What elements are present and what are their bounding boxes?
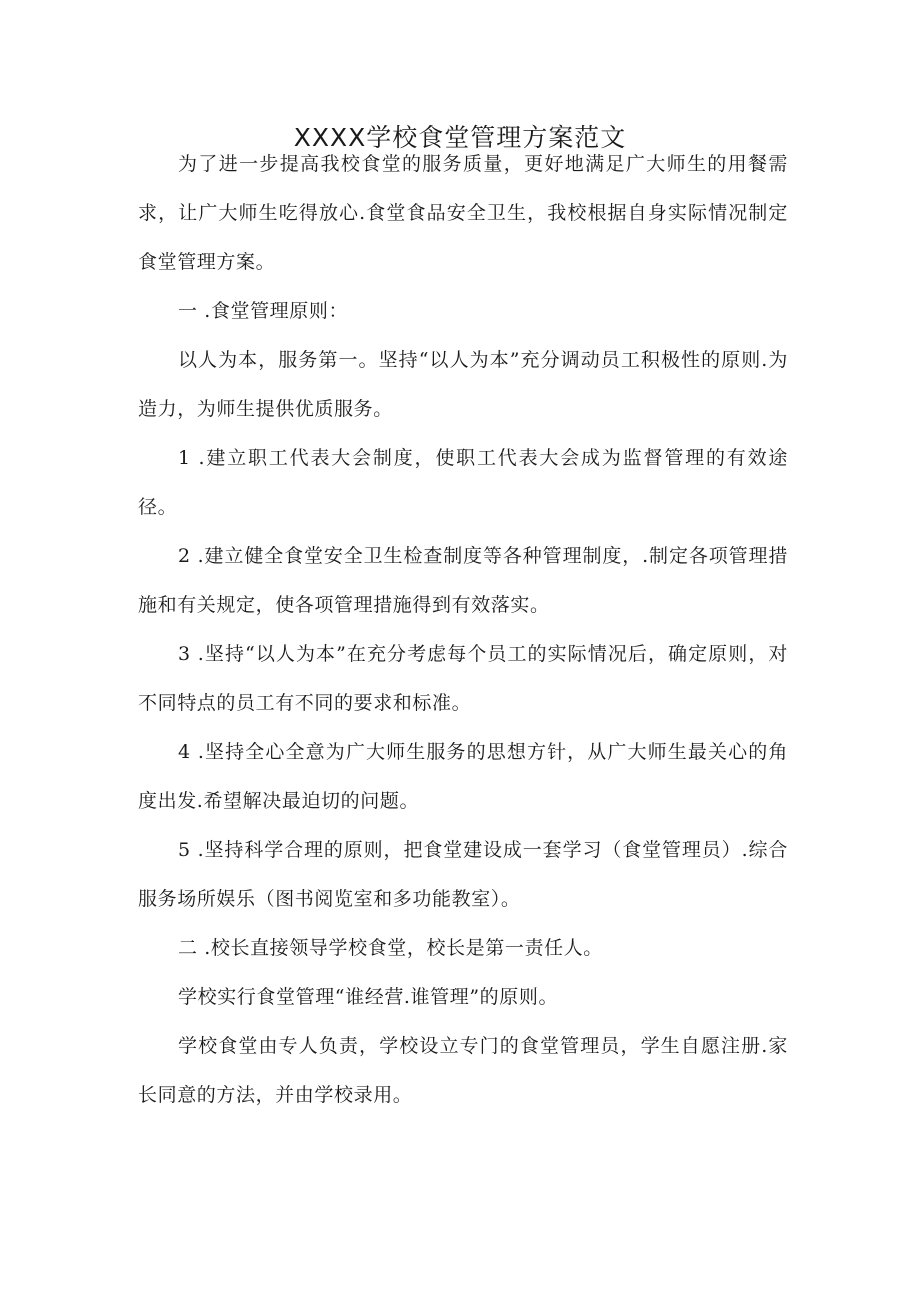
- list-item-5: 5 .坚持科学合理的原则，把食堂建设成一套学习（食堂管理员）.综合服务场所娱乐（图书阅览室和多功能教室）。: [138, 839, 788, 910]
- management-paragraph: 学校实行食堂管理“谁经营.谁管理”的原则。: [178, 986, 559, 1008]
- section-heading-2: 二 .校长直接领导学校食堂，校长是第一责任人。: [178, 937, 603, 959]
- document-body: [138, 140, 788, 1120]
- staffing-paragraph: 学校食堂由专人负责，学校设立专门的食堂管理员，学生自愿注册.家长同意的方法，并由学校录用。: [138, 1035, 788, 1106]
- principle-paragraph: 以人为本，服务第一。坚持“以人为本”充分调动员工积极性的原则.为造力，为师生提供优质服务。: [138, 349, 788, 420]
- list-item-3: 3 .坚持“以人为本”在充分考虑每个员工的实际情况后，确定原则，对不同特点的员工有不同的要求和标准。: [138, 643, 788, 714]
- list-item-2: 2 .建立健全食堂安全卫生检查制度等各种管理制度，.制定各项管理措施和有关规定，使各项管理措施得到有效落实。: [138, 545, 788, 616]
- document-title: XXXX学校食堂管理方案范文: [293, 123, 627, 152]
- intro-paragraph: 为了进一步提高我校食堂的服务质量，更好地满足广大师生的用餐需求，让广大师生吃得放心.食堂食品安全卫生，我校根据自身实际情况制定食堂管理方案。: [138, 153, 788, 273]
- section-heading-1: 一 .食堂管理原则：: [178, 300, 349, 322]
- list-item-1: 1 .建立职工代表大会制度，使职工代表大会成为监督管理的有效途径。: [138, 447, 788, 518]
- list-item-4: 4 .坚持全心全意为广大师生服务的思想方针，从广大师生最关心的角度出发.希望解决最迫切的问题。: [138, 741, 788, 812]
